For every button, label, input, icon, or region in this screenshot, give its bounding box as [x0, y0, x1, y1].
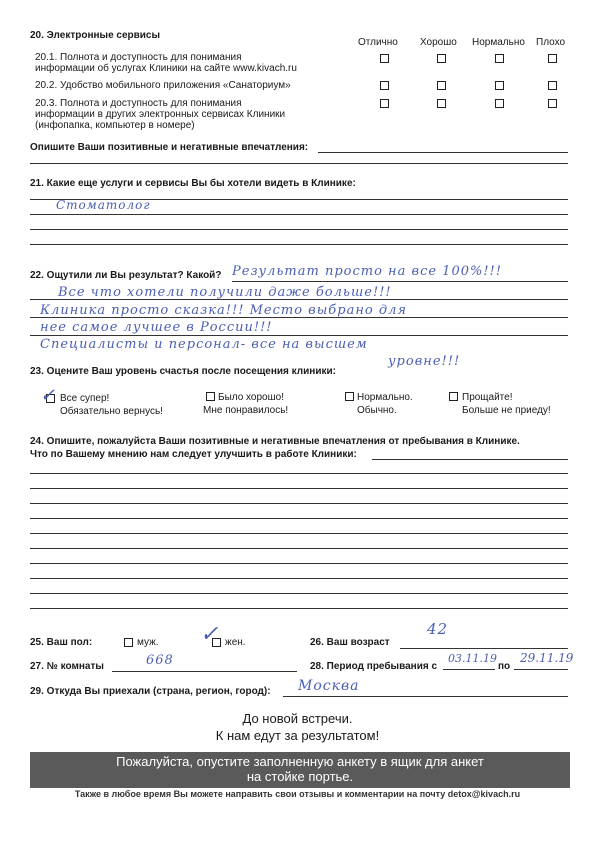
answer-line[interactable] [30, 608, 568, 609]
section-24-title: 24. Опишите, пожалуйста Ваши позитивные и негативные впечатления от пребывания в Клинике. [30, 436, 520, 447]
q20-3-excellent-checkbox[interactable] [380, 99, 389, 108]
gender-male-label: муж. [137, 637, 159, 648]
col-normal: Нормально [472, 37, 525, 48]
q20-3-normal-checkbox[interactable] [495, 99, 504, 108]
origin-label: 29. Откуда Вы приехали (страна, регион, город): [30, 686, 271, 697]
s22-answer-line-4: нее самое лучшее в России!!! [40, 320, 273, 335]
answer-line[interactable] [30, 299, 568, 300]
q20-2-good-checkbox[interactable] [437, 81, 446, 90]
stay-from-value: 03.11.19 [448, 652, 497, 665]
instructions-banner [30, 752, 570, 788]
q20-1-excellent-checkbox[interactable] [380, 54, 389, 63]
happy-bye-checkbox[interactable] [449, 392, 458, 401]
q20-2-normal-checkbox[interactable] [495, 81, 504, 90]
answer-line[interactable] [30, 317, 568, 318]
q20-1-normal-checkbox[interactable] [495, 54, 504, 63]
gender-male-checkbox[interactable] [124, 638, 133, 647]
happy-good-label: Было хорошо! [218, 392, 284, 403]
q20-2-label: 20.2. Удобство мобильного приложения «Санаториум» [35, 80, 291, 91]
closing-line-2: К нам едут за результатом! [215, 728, 380, 743]
s22-answer-line-1: Результат просто на все 100%!!! [232, 264, 503, 279]
stay-to-label: по [498, 661, 511, 672]
banner-line-2: на стойке портье. [246, 769, 354, 784]
col-bad: Плохо [536, 37, 566, 48]
q20-1-good-checkbox[interactable] [437, 54, 446, 63]
happy-normal-label: Нормально. [357, 392, 413, 403]
answer-line[interactable] [30, 533, 568, 534]
q20-3-line1: 20.3. Полнота и доступность для понимания [35, 98, 242, 109]
happy-normal-sublabel: Обычно. [357, 405, 397, 416]
answer-line[interactable] [372, 459, 568, 460]
answer-line[interactable] [318, 152, 568, 153]
s22-answer-line-3: Клиника просто сказка!!! Место выбрано для [40, 303, 407, 318]
happy-bye-label: Прощайте! [462, 392, 513, 403]
room-value: 668 [146, 653, 174, 668]
answer-line[interactable] [30, 488, 568, 489]
answer-line[interactable] [30, 244, 568, 245]
section-20-title: 20. Электронные сервисы [30, 30, 161, 41]
age-line[interactable] [400, 648, 568, 649]
age-value: 42 [427, 620, 449, 638]
stay-from-line[interactable] [443, 669, 495, 670]
q20-3-good-checkbox[interactable] [437, 99, 446, 108]
answer-line[interactable] [30, 563, 568, 564]
room-label: 27. № комнаты [30, 661, 104, 672]
happy-super-sublabel: Обязательно вернусь! [60, 406, 163, 417]
answer-line[interactable] [30, 518, 568, 519]
happy-good-sublabel: Мне понравилось! [203, 405, 289, 416]
happy-good-checkbox[interactable] [206, 392, 215, 401]
answer-line[interactable] [30, 214, 568, 215]
q20-1-line1: 20.1. Полнота и доступность для понимания [35, 52, 242, 63]
happy-bye-sublabel: Больше не приеду! [462, 405, 551, 416]
q20-impressions-label: Опишите Ваши позитивные и негативные впечатления: [30, 142, 309, 153]
gender-female-label: жен. [225, 637, 246, 648]
stay-to-value: 29.11.19 [520, 651, 574, 665]
stay-to-line[interactable] [514, 669, 568, 670]
footer-note: Также в любое время Вы можете направить свои отзывы и комментарии на почту detox@kivach.ru [74, 789, 521, 799]
section-24-subtitle: Что по Вашему мнению нам следует улучшить в работе Клиники: [30, 449, 357, 460]
banner-line-1: Пожалуйста, опустите заполненную анкету в ящик для анкет [116, 754, 484, 769]
answer-line[interactable] [30, 229, 568, 230]
q20-3-bad-checkbox[interactable] [548, 99, 557, 108]
happy-normal-checkbox[interactable] [345, 392, 354, 401]
q20-3-line3: (инфопапка, компьютер в номере) [35, 120, 195, 131]
q20-2-excellent-checkbox[interactable] [380, 81, 389, 90]
answer-line[interactable] [30, 593, 568, 594]
q20-3-line2: информации в других электронных сервисах Клиники [35, 109, 286, 120]
s22-answer-line-6: уровне!!! [388, 354, 461, 369]
s22-answer-line-5: Специалисты и персонал- все на высшем [40, 337, 368, 352]
answer-line[interactable] [30, 548, 568, 549]
col-good: Хорошо [420, 37, 457, 48]
col-excellent: Отлично [358, 37, 398, 48]
closing-line-1: До новой встречи. [242, 711, 353, 726]
answer-line[interactable] [30, 503, 568, 504]
q20-2-bad-checkbox[interactable] [548, 81, 557, 90]
answer-line[interactable] [30, 163, 568, 164]
answer-line[interactable] [30, 335, 568, 336]
section-23-title: 23. Оцените Ваш уровень счастья после посещения клиники: [30, 366, 336, 377]
section-22-title: 22. Ощутили ли Вы результат? Какой? [30, 270, 222, 281]
happy-super-checkmark: ✓ [40, 385, 57, 406]
room-line[interactable] [112, 671, 297, 672]
answer-line[interactable] [30, 473, 568, 474]
origin-value: Москва [298, 678, 360, 694]
q20-1-line2: информации об услугах Клиники на сайте www.kivach.ru [35, 63, 297, 74]
gender-label: 25. Ваш пол: [30, 637, 93, 648]
stay-period-label: 28. Период пребывания с [310, 661, 438, 672]
answer-line[interactable] [232, 281, 568, 282]
gender-female-checkmark: ✓ [200, 622, 220, 647]
section-21-title: 21. Какие еще услуги и сервисы Вы бы хотели видеть в Клинике: [30, 178, 356, 189]
q20-1-bad-checkbox[interactable] [548, 54, 557, 63]
answer-line[interactable] [30, 578, 568, 579]
origin-line[interactable] [283, 696, 568, 697]
happy-super-label: Все супер! [60, 393, 110, 404]
s22-answer-line-2: Все что хотели получили даже больше!!! [58, 285, 392, 300]
age-label: 26. Ваш возраст [310, 637, 390, 648]
s21-handwritten-answer: Стоматолог [56, 198, 151, 212]
